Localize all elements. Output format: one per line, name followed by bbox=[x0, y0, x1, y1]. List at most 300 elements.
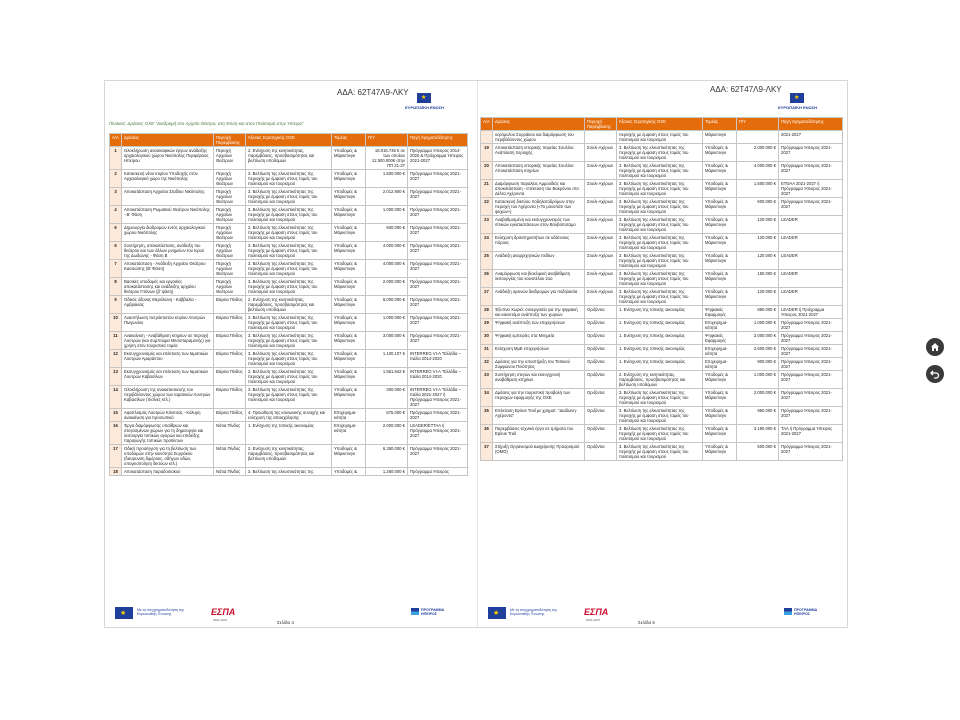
action-cell: Ενίσχυση ΜμΕ επιχειρήσεων bbox=[493, 345, 585, 358]
sector-cell: Υποδομές & Μάρκετινγκ bbox=[332, 224, 366, 242]
action-cell: Αποκατάσταση Αρχαίου Σταδίου Νικόπολης bbox=[122, 188, 214, 206]
row-number: 8 bbox=[110, 278, 122, 296]
table-row bbox=[110, 224, 468, 242]
table-row bbox=[481, 252, 843, 270]
column-header: Άξονας Στρατηγικής ΟΧΕ bbox=[246, 134, 332, 147]
sector-cell: Υποδομές & Μάρκετινγκ bbox=[703, 288, 737, 306]
source-cell: LEADER bbox=[779, 252, 843, 270]
espa-period: 2021-2027 bbox=[213, 618, 228, 622]
row-number: 4 bbox=[110, 206, 122, 224]
axis-cell: 3. Βελτίωση της ελκυστικότητας της περιοχής με έμφαση στους τομείς του πολιτισμού και τουρισμού bbox=[617, 425, 703, 443]
action-cell: Κατασκευή νέου κτιρίου Υποδοχής στον Αρχαιολογικό χώρο της Νικόπολης bbox=[122, 170, 214, 188]
amount-cell: 2.000.000 € bbox=[737, 332, 779, 345]
source-cell: Πρόγραμμα Ήπειρος 2021-2027 bbox=[779, 332, 843, 345]
action-cell: Ανακαίνιση - Αναβάθμιση κτηρίων σε περιοχή Λουτρών (και συμπτώμα Μεσοπαραμονής) για χρήση στον τουριστικό τομέα bbox=[122, 332, 214, 350]
row-number: 31 bbox=[481, 345, 493, 358]
sector-cell: Υποδομές & Μάρκετινγκ bbox=[703, 162, 737, 180]
amount-cell: 675.000 € bbox=[366, 409, 408, 422]
eu-flag-icon bbox=[115, 607, 133, 619]
action-cell: Οδική προσέγγιση για τη βελτίωση των υποδομών στην κοινότητα Συρράκου (διευρυνση διμέρους, οδήγων οδών, υπογειοποίηση δικτύων κτλ.) bbox=[122, 445, 214, 468]
column-header: Π/Υ bbox=[366, 134, 408, 147]
action-cell: Αποκατάσταση ιστορικής πορείας Σουλίου: Αποκατάσταση κτηρίων bbox=[493, 162, 585, 180]
axis-cell: 3. Βελτίωση της ελκυστικότητας της περιοχής με έμφαση στους τομείς του πολιτισμού και τουρισμού bbox=[617, 162, 703, 180]
area-cell: Βόρεια Πίνδος bbox=[214, 314, 246, 332]
axis-cell: 3. Βελτίωση της ελκυστικότητας της περιοχής με έμφαση στους τομείς του πολιτισμού και τουρισμού bbox=[246, 278, 332, 296]
amount-cell: 1.000.000 € bbox=[366, 206, 408, 224]
table-row bbox=[110, 422, 468, 445]
area-cell: Νότια Πίνδος bbox=[214, 422, 246, 445]
eu-label: ΕΥΡΩΠΑΪΚΗ ΕΝΩΣΗ bbox=[405, 105, 445, 110]
area-cell: Οριζόντια bbox=[585, 443, 617, 461]
page-5 bbox=[477, 81, 848, 628]
amount-cell: 4.000.000 € bbox=[366, 242, 408, 260]
source-cell: ΤΑΑ ή Πρόγραμμα Ήπειρος 2021-2027 bbox=[779, 425, 843, 443]
row-number: 29 bbox=[481, 319, 493, 332]
axis-cell: 3. Βελτίωση της ελκυστικότητας της περιοχής με έμφαση στους τομείς του πολιτισμού και τουρισμού bbox=[617, 443, 703, 461]
table-row bbox=[110, 332, 468, 350]
axis-cell: 1. Ενίσχυση της τοπικής οικονομίας bbox=[246, 422, 332, 445]
area-cell: Σουλι-Αχέρων bbox=[585, 144, 617, 162]
action-cell: Κατασκευή δικτύου ποδηλατοδρόμων στην περιοχή του Αχέροντα («Το μονοπάτι των ψυχών») bbox=[493, 198, 585, 216]
axis-cell: 3. Βελτίωση της ελκυστικότητας της περιοχής με έμφαση στους τομείς του πολιτισμού και τουρισμού bbox=[617, 216, 703, 234]
table-row bbox=[481, 443, 843, 461]
area-cell: Οριζόντια bbox=[585, 407, 617, 425]
action-cell: Αποκατάσταση Ρωμαϊκού Θεάτρου Νικόπολης - Β' Φάση bbox=[122, 206, 214, 224]
amount-cell: 2.000.000 € bbox=[737, 389, 779, 407]
row-number: 23 bbox=[481, 216, 493, 234]
page-number: Σελίδα 4 bbox=[277, 620, 294, 625]
action-cell: Ανάδειξη αναρριχητικών πεδίων bbox=[493, 252, 585, 270]
eu-flag-icon bbox=[488, 607, 506, 619]
column-header: Δράσεις bbox=[122, 134, 214, 147]
source-cell: LEADER bbox=[779, 288, 843, 306]
table-row bbox=[481, 389, 843, 407]
action-cell: Ψηφιακή ανάπτυξη των επιχειρήσεων bbox=[493, 319, 585, 332]
column-header: Πηγή Χρηματοδότησης bbox=[779, 118, 843, 131]
sector-cell: Υποδομές & Μάρκετινγκ bbox=[703, 180, 737, 198]
area-cell: Περιοχή Αρχαίων Θεάτρων bbox=[214, 242, 246, 260]
sector-cell: Υποδομές & Μάρκετινγκ bbox=[703, 389, 737, 407]
row-number: 11 bbox=[110, 332, 122, 350]
table-row bbox=[110, 147, 468, 170]
amount-cell: 950.000 € bbox=[737, 407, 779, 425]
table-row bbox=[110, 278, 468, 296]
axis-cell: 3. Βελτίωση της ελκυστικότητας της περιοχής με έμφαση στους τομείς του πολιτισμού και τουρισμού bbox=[617, 180, 703, 198]
sector-cell: Επιχειρημα-κότητα bbox=[332, 409, 366, 422]
sector-cell: Υποδομές & Μάρκετινγκ bbox=[703, 252, 737, 270]
column-header: Δράσεις bbox=[493, 118, 585, 131]
axis-cell: 3. Βελτίωση της ελκυστικότητας της περιοχής με έμφαση στους τομείς του πολιτισμού και τουρισμού bbox=[246, 170, 332, 188]
action-cell: Δράσεις για την υποστήριξη του Τοπικού Συμφώνου Ποιότητας bbox=[493, 358, 585, 371]
source-cell: Πρόγραμμα Ήπειρος bbox=[408, 468, 468, 476]
area-cell: Σουλι-Αχέρων bbox=[585, 162, 617, 180]
footer-eu-text: Με τη συγχρηματοδότηση της Ευρωπαϊκής Ένωσης bbox=[137, 608, 185, 616]
row-number: 1 bbox=[110, 147, 122, 170]
action-cell: Επέκταση Epirus Trail με χρηματ. "Διαδωνη-Αχέροντα" bbox=[493, 407, 585, 425]
amount-cell: 1.260.000 € bbox=[366, 468, 408, 476]
table-row bbox=[481, 332, 843, 345]
ada-code: ΑΔΑ: 62Τ47Λ9-ΛΚΥ bbox=[337, 88, 409, 97]
amount-cell: 18.016.746 € σε των οποίων 12.500.000€ στην ΠΠ 21-27 bbox=[366, 147, 408, 170]
ada-code: ΑΔΑ: 62Τ47Λ9-ΛΚΥ bbox=[710, 85, 782, 94]
amount-cell: 1.500.000 € bbox=[366, 170, 408, 188]
sector-cell: Υποδομές & Μάρκετινγκ bbox=[703, 425, 737, 443]
table-row bbox=[110, 409, 468, 422]
amount-cell: 3.000.000 € bbox=[366, 332, 408, 350]
eu-flag-icon bbox=[417, 93, 431, 103]
source-cell: Πρόγραμμα Ήπειρος 2021-2027 bbox=[408, 260, 468, 278]
row-number: 30 bbox=[481, 332, 493, 345]
row-number bbox=[481, 131, 493, 144]
amount-cell: 1.100.107 € bbox=[366, 350, 408, 368]
area-cell: Οριζόντια bbox=[585, 319, 617, 332]
sector-cell: Υποδομές & Μάρκετινγκ bbox=[332, 242, 366, 260]
table-row bbox=[110, 242, 468, 260]
area-cell: Σουλι-Αχέρων bbox=[585, 198, 617, 216]
column-header: Τομέας bbox=[332, 134, 366, 147]
axis-cell: 2. Ενίσχυση της κινητικότητας, παρεμβάσεις, προσβασιμότητας και βελτίωση υποδομών bbox=[246, 296, 332, 314]
table-row bbox=[481, 198, 843, 216]
area-cell: Οριζόντια bbox=[585, 332, 617, 345]
table-row bbox=[481, 144, 843, 162]
area-cell: Βόρεια Πίνδος bbox=[214, 368, 246, 386]
column-header: Π/Υ bbox=[737, 118, 779, 131]
sector-cell: Υποδομές & Μάρκετινγκ bbox=[703, 144, 737, 162]
row-number: 34 bbox=[481, 389, 493, 407]
row-number: 28 bbox=[481, 306, 493, 319]
action-cell: Εκσυγχρονισμός και επέκταση των Ιαματικών Λουτρών Αμαράντου bbox=[122, 350, 214, 368]
row-number: 19 bbox=[481, 144, 493, 162]
row-number: 10 bbox=[110, 314, 122, 332]
axis-cell: 2. Ενίσχυση της κινητικότητας, παρεμβάσεις, προσβασιμότητας και βελτίωση υποδομών bbox=[246, 147, 332, 170]
action-cell: Αναστήλωση πετρόκτιστου κτιρίου Λουτρών Πωγωνίου bbox=[122, 314, 214, 332]
amount-cell: 120.000 € bbox=[737, 288, 779, 306]
eu-label: ΕΥΡΩΠΑΪΚΗ ΕΝΩΣΗ bbox=[778, 105, 818, 110]
amount-cell: 2.000.000 € bbox=[366, 278, 408, 296]
footer-eu-text: Με τη συγχρηματοδότηση της Ευρωπαϊκής Ένωσης bbox=[510, 608, 558, 616]
amount-cell: 1.000.000 € bbox=[366, 314, 408, 332]
sector-cell: Υποδομές & Μάρκετινγκ bbox=[703, 443, 737, 461]
source-cell: Πρόγραμμα Ήπειρος 2021-2027 bbox=[779, 407, 843, 425]
undo-icon bbox=[930, 369, 940, 379]
amount-cell: 6.000.000 € bbox=[366, 296, 408, 314]
axis-cell: 1. Ενίσχυση της τοπικής οικονομίας bbox=[617, 306, 703, 319]
sector-cell: Υποδομές & Μάρκετινγκ bbox=[703, 216, 737, 234]
action-cell: νερόμυλου Συρράκου και διαμόρφωση του περιβάλλοντος χώρου bbox=[493, 131, 585, 144]
action-cell: Ολοκλήρωση της ανακατασκευής του περιβάλλοντος χώρου των Ιαματικών Λουτρών Καβασίλων (πισίνες κτλ.) bbox=[122, 386, 214, 409]
table-row bbox=[110, 468, 468, 476]
source-cell: Πρόγραμμα Ήπειρος 2021-2027 bbox=[779, 198, 843, 216]
row-number: 6 bbox=[110, 224, 122, 242]
table-row bbox=[481, 131, 843, 144]
sector-cell: Υποδομές & Μάρκετινγκ bbox=[703, 407, 737, 425]
action-cell: Έργα διαμόρφωσης υπαίθριων και στεγασμένων χώρων για τη δημιουργία και λειτουργία τοπικών αγορών και επιδείξης παραγωγής τοπικών προϊόντων bbox=[122, 422, 214, 445]
action-cell: Οδικός άξονας Μερόλιανη - Καββαλία - Αμβρακίας bbox=[122, 296, 214, 314]
source-cell: Πρόγραμμα Ήπειρος 2021-2027 bbox=[408, 314, 468, 332]
row-number: 6 bbox=[110, 242, 122, 260]
amount-cell: 6.350.000 € bbox=[366, 445, 408, 468]
table-row bbox=[481, 288, 843, 306]
axis-cell: 1. Ενίσχυση της τοπικής οικονομίας bbox=[617, 319, 703, 332]
row-number: 37 bbox=[481, 443, 493, 461]
action-cell: Δημιουργία διαδρομών εντός αρχαιολογικού χώρου Νικόπολης bbox=[122, 224, 214, 242]
source-cell: Πρόγραμμα Ήπειρος 2014-2020 & Πρόγραμμα Ήπειρος 2021-2027 bbox=[408, 147, 468, 170]
programme-logo-icon bbox=[411, 608, 419, 615]
source-cell: Πρόγραμμα Ήπειρος 2021-2027 bbox=[408, 188, 468, 206]
table-row bbox=[481, 234, 843, 252]
axis-cell: 4. Προώθηση της κοινωνικής συνοχής και ενίσχυση της απασχόλησης bbox=[246, 409, 332, 422]
amount-cell: 2.000.000 € bbox=[366, 422, 408, 445]
amount-cell: 4.000.000 € bbox=[366, 260, 408, 278]
sector-cell: Υποδομές & Μάρκετινγκ bbox=[332, 332, 366, 350]
row-number: 24 bbox=[481, 234, 493, 252]
source-cell: Πρόγραμμα Ήπειρος 2021-2027 bbox=[408, 278, 468, 296]
action-cell: Διαμόρφωση παραλίας Αμμουδιάς και αποκατάσταση - επέκταση του Βακρόνου στο Δέλτα Αχέροντα bbox=[493, 180, 585, 198]
action-cell: Συντήρηση στεγών και εκσυγχρονή αναβάθμιση κτηρίων bbox=[493, 371, 585, 389]
amount-cell: 900.000 € bbox=[737, 358, 779, 371]
axis-cell: 1. Ενίσχυση της τοπικής οικονομίας bbox=[617, 345, 703, 358]
table-row bbox=[110, 350, 468, 368]
source-cell: Πρόγραμμα Ήπειρος 2021-2027 bbox=[408, 206, 468, 224]
espa-period: 2021-2027 bbox=[586, 618, 601, 622]
area-cell: Νότια Πίνδος bbox=[214, 468, 246, 476]
axis-cell: περιοχής με έμφαση στους τομείς του πολιτισμού και τουρισμού bbox=[617, 131, 703, 144]
table-row bbox=[110, 314, 468, 332]
table-row bbox=[110, 296, 468, 314]
table-row bbox=[481, 306, 843, 319]
table-row bbox=[481, 319, 843, 332]
source-cell: LEADER ή Πρόγραμμα Ήπειρος 2021-2027 bbox=[779, 306, 843, 319]
source-cell: Πρόγραμμα Ήπειρος 2021-2027 bbox=[408, 332, 468, 350]
table-row bbox=[481, 371, 843, 389]
sector-cell: Υποδομές & Μάρκετινγκ bbox=[332, 445, 366, 468]
source-cell: Πρόγραμμα Ήπειρος 2021-2027 bbox=[779, 144, 843, 162]
action-cell: Εκσυγχρονισμός και επέκταση των Ιαματικών Λουτρών Καβασίλων bbox=[122, 368, 214, 386]
row-number: 27 bbox=[481, 288, 493, 306]
table-row bbox=[481, 407, 843, 425]
amount-cell: 1.500.000 € bbox=[737, 180, 779, 198]
column-header: Πηγή Χρηματοδότησης bbox=[408, 134, 468, 147]
sector-cell: Υποδομές & Μάρκετινγκ bbox=[703, 234, 737, 252]
area-cell bbox=[585, 131, 617, 144]
area-cell: Περιοχή Αρχαίων Θεάτρων bbox=[214, 170, 246, 188]
table-caption: Πίνακας: Δράσεις ΟΧΕ "Διαδρομή στο Αρχαίο Θέατρο, στη Φύση και στον Πολιτισμό στην Ήπειρο" bbox=[109, 121, 304, 126]
sector-cell: Επιχειρημα-κότητα bbox=[703, 358, 737, 371]
page-number: Σελίδα 5 bbox=[638, 620, 655, 625]
sector-cell: Υποδομές & Μάρκετινγκ bbox=[332, 206, 366, 224]
table-row bbox=[110, 368, 468, 386]
amount-cell bbox=[737, 131, 779, 144]
source-cell: Πρόγραμμα Ήπειρος 2021-2027 bbox=[408, 242, 468, 260]
source-cell: Πρόγραμμα Ήπειρος 2021-2027 bbox=[408, 445, 468, 468]
action-cell: Παρεμβάσεις-τεχνικά έργα σε τμήματα του Epirus Trail bbox=[493, 425, 585, 443]
table-row bbox=[481, 216, 843, 234]
axis-cell: 3. Βελτίωση της ελκυστικότητας της περιοχής με έμφαση στους τομείς του πολιτισμού και τουρισμού bbox=[246, 332, 332, 350]
axis-cell: 3. Βελτίωση της ελκυστικότητας της περιοχής με έμφαση στους τομείς του πολιτισμού και τουρισμού bbox=[617, 234, 703, 252]
sector-cell: Υποδομές & Μάρκετινγκ bbox=[332, 260, 366, 278]
table-row bbox=[110, 386, 468, 409]
area-cell: Οριζόντια bbox=[585, 389, 617, 407]
source-cell: LEADER/ΕΤΤΑΑ ή Πρόγραμμα Ήπειρος 2021-2027 bbox=[408, 422, 468, 445]
amount-cell: 1.561.842 € bbox=[366, 368, 408, 386]
source-cell: Πρόγραμμα Ήπειρος 2021-2027 bbox=[408, 224, 468, 242]
amount-cell: 2.000.000 € bbox=[737, 144, 779, 162]
source-cell: ΕΤΘΑΑ 2021-2027 ή Πρόγραμμα Ήπειρος 2021-2027 bbox=[779, 180, 843, 198]
espa-logo: ΕΣΠΑ bbox=[584, 607, 609, 617]
table-row bbox=[481, 425, 843, 443]
axis-cell: 3. Βελτίωση της ελκυστικότητας της περιοχής με έμφαση στους τομείς του πολιτισμού και τουρισμού bbox=[246, 350, 332, 368]
source-cell: Πρόγραμμα Ήπειρος 2021-2027 bbox=[779, 162, 843, 180]
source-cell: INTERREG VI-A "Ελλάδα – Ιταλία 2014-2020 bbox=[408, 368, 468, 386]
area-cell: Σουλι-Αχέρων bbox=[585, 216, 617, 234]
sector-cell: Υποδομές & Μάρκετινγκ bbox=[332, 314, 366, 332]
amount-cell: 880.000 € bbox=[737, 306, 779, 319]
axis-cell: 1. Ενίσχυση της τοπικής οικονομίας bbox=[617, 332, 703, 345]
page-footer bbox=[115, 607, 467, 621]
row-number: 21 bbox=[481, 180, 493, 198]
row-number: 2 bbox=[110, 170, 122, 188]
table-row bbox=[110, 206, 468, 224]
axis-cell: 3. Βελτίωση της ελκυστικότητας της περιοχής με έμφαση στους τομείς του πολιτισμού και τουρισμού bbox=[246, 260, 332, 278]
action-cell: Στήριξη Οργανισμού Διαχείρισης Προορισμού (ΟΜΟ) bbox=[493, 443, 585, 461]
area-cell: Περιοχή Αρχαίων Θεάτρων bbox=[214, 147, 246, 170]
source-cell: Πρόγραμμα Ήπειρος 2021-2027 bbox=[779, 443, 843, 461]
column-header: Περιοχή Παρέμβασης bbox=[585, 118, 617, 131]
action-cell: Ολοκλήρωση ανασκαφικών έργων ανάδειξης αρχαιολογικού χώρου Νικόπολης Περιφέρειας Ηπείρου bbox=[122, 147, 214, 170]
source-cell: Πρόγραμμα Ήπειρος 2021-2027 bbox=[779, 371, 843, 389]
sector-cell: Ψηφιακός Εφαρμογές bbox=[703, 306, 737, 319]
axis-cell: 3. Βελτίωση της ελκυστικότητας της περιοχής με έμφαση στους τομείς του πολιτισμού και τουρισμού bbox=[617, 144, 703, 162]
sector-cell: Υποδομές & Μάρκετινγκ bbox=[332, 296, 366, 314]
action-cell: Αποκατάσταση παραδοσιακού bbox=[122, 468, 214, 476]
area-cell: Σουλι-Αχέρων bbox=[585, 180, 617, 198]
area-cell: Νότια Πίνδος bbox=[214, 445, 246, 468]
action-cell: Ψηφιακή εμπειρίες στα Μνημεία bbox=[493, 332, 585, 345]
amount-cell: 1.000.000 € bbox=[737, 319, 779, 332]
sector-cell: Υποδομές & Μάρκετινγκ bbox=[332, 368, 366, 386]
table-row bbox=[110, 445, 468, 468]
area-cell: Βόρεια Πίνδος bbox=[214, 332, 246, 350]
amount-cell: 2.012.900 € bbox=[366, 188, 408, 206]
amount-cell: 120.000 € bbox=[737, 234, 779, 252]
axis-cell: 3. Βελτίωση της ελκυστικότητας της περιοχής με έμφαση στους τομείς του πολιτισμού και τουρισμού bbox=[246, 242, 332, 260]
table-row bbox=[481, 180, 843, 198]
row-number: 15 bbox=[110, 409, 122, 422]
axis-cell: 3. Βελτίωση της ελκυστικότητας της περιοχής με έμφαση στους τομείς του πολιτισμού και τουρισμού bbox=[617, 389, 703, 407]
axis-cell: 2. Ενίσχυση της κινητικότητας, παρεμβάσεις, προσβασιμότητας και βελτίωση υποδομών bbox=[617, 371, 703, 389]
source-cell: Πρόγραμμα Ήπειρος 2021-2027 bbox=[779, 319, 843, 332]
amount-cell: 3.190.000 € bbox=[737, 425, 779, 443]
area-cell: Βόρεια Πίνδος bbox=[214, 409, 246, 422]
sector-cell: Υποδομές & Μάρκετινγκ bbox=[332, 147, 366, 170]
row-number: 36 bbox=[481, 425, 493, 443]
page-spread bbox=[104, 80, 848, 628]
action-cell: Αποκατάσταση - Ανάδειξη Αρχαίου Θεάτρου Κασσώπης (Β' Φάση) bbox=[122, 260, 214, 278]
table-row bbox=[481, 162, 843, 180]
column-header: Άξονας Στρατηγικής ΟΧΕ bbox=[617, 118, 703, 131]
programme-label: ΠΡΟΓΡΑΜΜΑ ΗΠΕΙΡΟΣ bbox=[794, 608, 818, 616]
sector-cell: Μάρκετινγκ bbox=[703, 131, 737, 144]
area-cell: Οριζόντια bbox=[585, 306, 617, 319]
source-cell: LEADER bbox=[779, 216, 843, 234]
sector-cell: Υποδομές & bbox=[332, 468, 366, 476]
row-number: 22 bbox=[481, 198, 493, 216]
amount-cell: 500.000 € bbox=[366, 224, 408, 242]
axis-cell: 2. Ενίσχυση της κινητικότητας, παρεμβάσεις, προσβασιμότητας και βελτίωση υποδομών bbox=[246, 445, 332, 468]
table-row bbox=[110, 188, 468, 206]
row-number: 17 bbox=[110, 445, 122, 468]
source-cell: LEADER bbox=[779, 234, 843, 252]
row-number: 14 bbox=[110, 386, 122, 409]
amount-cell: 1.000.000 € bbox=[737, 371, 779, 389]
row-number: 33 bbox=[481, 371, 493, 389]
axis-cell: 3. Βελτίωση της ελκυστικότητας της bbox=[246, 468, 332, 476]
source-cell: INTERREG VI-A "Ελλάδα – Ιταλία 2014-2020 bbox=[408, 350, 468, 368]
sector-cell: Επιχειρημα-κότητα bbox=[332, 422, 366, 445]
area-cell: Οριζόντια bbox=[585, 358, 617, 371]
programme-logo-icon bbox=[784, 608, 792, 615]
table-row bbox=[481, 270, 843, 288]
programme-label: ΠΡΟΓΡΑΜΜΑ ΗΠΕΙΡΟΣ bbox=[421, 608, 445, 616]
sector-cell: Ψηφιακός Εφαρμογές bbox=[703, 332, 737, 345]
row-number: 12 bbox=[110, 350, 122, 368]
area-cell: Βόρεια Πίνδος bbox=[214, 386, 246, 409]
back-button[interactable] bbox=[926, 365, 944, 383]
source-cell: Πρόγραμμα Ήπειρος 2021-2027 bbox=[779, 345, 843, 358]
row-number: 32 bbox=[481, 358, 493, 371]
row-number: 13 bbox=[110, 368, 122, 386]
axis-cell: 3. Βελτίωση της ελκυστικότητας της περιοχής με έμφαση στους τομείς του πολιτισμού και τουρισμού bbox=[246, 224, 332, 242]
axis-cell: 3. Βελτίωση της ελκυστικότητας της περιοχής με έμφαση στους τομείς του πολιτισμού και τουρισμού bbox=[246, 314, 332, 332]
action-cell: Δράσεις για την τουριστική προβολή των περιοχών εφαρμογής της ΟΧΕ bbox=[493, 389, 585, 407]
area-cell: Περιοχή Αρχαίων Θεάτρων bbox=[214, 260, 246, 278]
amount-cell: 2.600.000 € bbox=[737, 345, 779, 358]
home-button[interactable] bbox=[926, 338, 944, 356]
sector-cell: Υποδομές & Μάρκετινγκ bbox=[703, 270, 737, 288]
axis-cell: 3. Βελτίωση της ελκυστικότητας της περιοχής με έμφαση στους τομείς του πολιτισμού και τουρισμού bbox=[246, 206, 332, 224]
table-row bbox=[481, 358, 843, 371]
action-cell: Βασικές υποδομές και εργασίες αποκατάστασης και ανάδειξης αρχαίου θεάτρου Γιτάνων (β' φάση) bbox=[122, 278, 214, 296]
row-number: 18 bbox=[110, 468, 122, 476]
row-number: 7 bbox=[110, 260, 122, 278]
area-cell: Περιοχή Αρχαίων Θεάτρων bbox=[214, 188, 246, 206]
row-number: 25 bbox=[481, 252, 493, 270]
column-header: Α/Α bbox=[110, 134, 122, 147]
sector-cell: Υποδομές & Μάρκετινγκ bbox=[703, 371, 737, 389]
column-header: Τομέας bbox=[703, 118, 737, 131]
source-cell: Πρόγραμμα Ήπειρος 2021-2027 bbox=[408, 409, 468, 422]
operations-table bbox=[480, 117, 843, 461]
area-cell: Σουλι-Αχέρων bbox=[585, 270, 617, 288]
area-cell: Σουλι-Αχέρων bbox=[585, 288, 617, 306]
row-number: 9 bbox=[110, 296, 122, 314]
axis-cell: 3. Βελτίωση της ελκυστικότητας της περιοχής με έμφαση στους τομείς του πολιτισμού και τουρισμού bbox=[246, 386, 332, 409]
source-cell: Πρόγραμμα Ήπειρος 2021-2027 bbox=[779, 389, 843, 407]
sector-cell: Υποδομές & Μάρκετινγκ bbox=[332, 278, 366, 296]
sector-cell: Υποδομές & Μάρκετινγκ bbox=[332, 386, 366, 409]
home-icon bbox=[930, 342, 940, 352]
source-cell: Πρόγραμμα Ήπειρος 2021-2027 bbox=[408, 170, 468, 188]
axis-cell: 3. Βελτίωση της ελκυστικότητας της περιοχής με έμφαση στους τομείς του πολιτισμού και τουρισμού bbox=[617, 288, 703, 306]
source-cell: INTERREG VI-A "Ελλάδα – Ιταλία 2021-2027 ή Πρόγραμμα Ήπειρος 2021-2027 bbox=[408, 386, 468, 409]
action-cell: Αναμόρφωση και βιοκλιμική αναβάθμιση λειτουργίας του κοινοτέλου 21ο bbox=[493, 270, 585, 288]
column-header: Περιοχή Παρέμβασης bbox=[214, 134, 246, 147]
eu-flag-icon bbox=[790, 93, 804, 103]
row-number: 20 bbox=[481, 162, 493, 180]
page-4 bbox=[105, 81, 477, 628]
sector-cell: Υποδομές & Μάρκετινγκ bbox=[332, 188, 366, 206]
area-cell: Οριζόντια bbox=[585, 371, 617, 389]
